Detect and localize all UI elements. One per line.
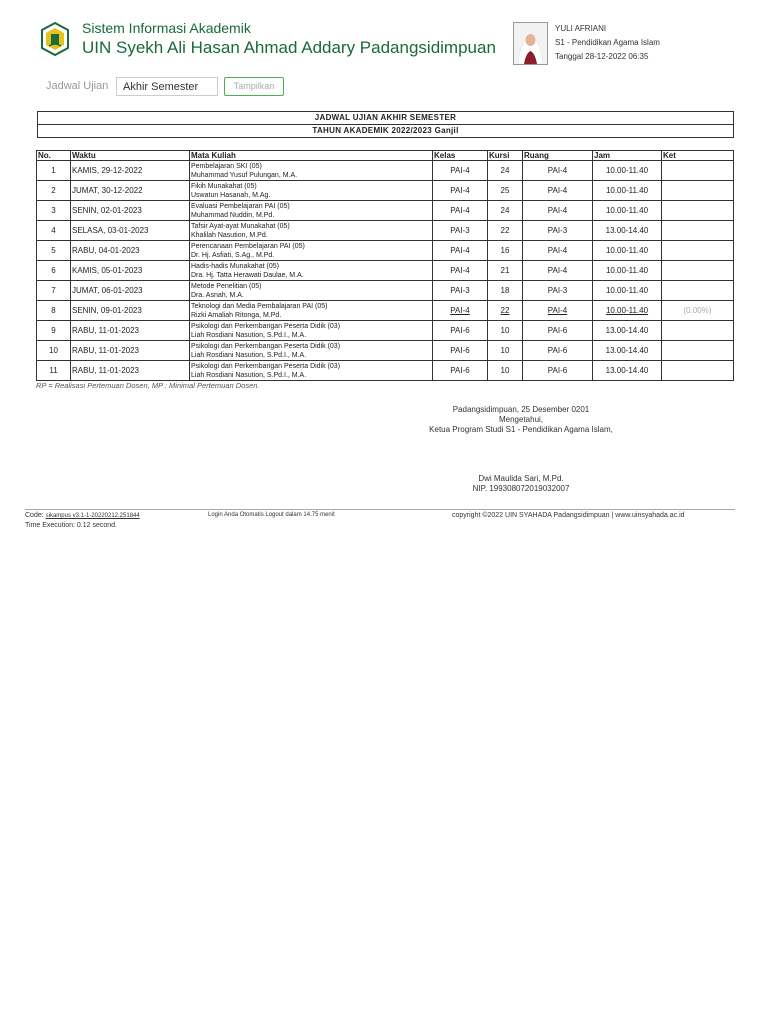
- cell-kursi: 10: [488, 361, 523, 381]
- cell-ket: [662, 361, 734, 381]
- table-row: [37, 241, 734, 261]
- signature-place-date: Padangsidimpuan, 25 Desember 0201: [452, 405, 590, 414]
- cell-ket: [662, 221, 734, 241]
- cell-no: 3: [37, 201, 71, 221]
- footer-code-label: Code:: [25, 512, 44, 519]
- show-button[interactable]: Tampilkan: [224, 77, 284, 96]
- course-name: Evaluasi Pembelajaran PAI (05): [191, 202, 290, 210]
- table-row: [37, 341, 734, 361]
- course-name: Teknologi dan Media Pembalajaran PAI (05): [191, 302, 328, 310]
- cell-waktu: RABU, 11-01-2023: [71, 341, 190, 361]
- user-program: S1 - Pendidikan Agama Islam: [555, 38, 660, 47]
- cell-jam: 13.00-14.40: [593, 361, 662, 381]
- cell-kelas: PAI-6: [433, 341, 488, 361]
- lecturer-name: Liah Rosdiani Nasution, S.Pd.I., M.A.: [191, 331, 307, 339]
- cell-no: 11: [37, 361, 71, 381]
- cell-no: 8: [37, 301, 71, 321]
- cell-mata-kuliah: [190, 181, 433, 201]
- footer-code: [25, 512, 140, 519]
- signature-nip: NIP. 199308072019032007: [472, 484, 570, 493]
- cell-ket: [662, 181, 734, 201]
- cell-ruang: PAI-3: [523, 221, 593, 241]
- cell-kursi: 21: [488, 261, 523, 281]
- table-row: [37, 181, 734, 201]
- cell-kelas: PAI-4: [433, 181, 488, 201]
- lecturer-name: Uswatun Hasanah, M.Ag.: [191, 191, 271, 199]
- cell-kursi: 24: [488, 161, 523, 181]
- footer-divider: [25, 509, 735, 510]
- cell-waktu: RABU, 04-01-2023: [71, 241, 190, 261]
- university-logo-icon[interactable]: [40, 22, 70, 56]
- col-header-kursi: Kursi: [488, 151, 523, 161]
- user-info: [555, 22, 660, 64]
- user-avatar: [513, 22, 548, 65]
- cell-mata-kuliah: [190, 301, 433, 321]
- cell-ket: (0.00%): [662, 301, 734, 321]
- course-name: Hadis-hadis Munakahat (05): [191, 262, 279, 270]
- cell-ket: [662, 321, 734, 341]
- app-title[interactable]: UIN Syekh Ali Hasan Ahmad Addary Padangsidimpuan: [82, 38, 496, 57]
- cell-mata-kuliah: [190, 341, 433, 361]
- cell-ruang: PAI-6: [523, 341, 593, 361]
- course-name: Pembelajaran SKI (05): [191, 162, 262, 170]
- cell-waktu: SENIN, 09-01-2023: [71, 301, 190, 321]
- cell-no: 6: [37, 261, 71, 281]
- cell-mata-kuliah: [190, 201, 433, 221]
- kursi-link[interactable]: 22: [500, 306, 510, 315]
- cell-ruang: PAI-3: [523, 281, 593, 301]
- cell-no: 7: [37, 281, 71, 301]
- signature-know: Mengetahui,: [498, 415, 544, 424]
- cell-jam: 10.00-11.40: [593, 161, 662, 181]
- cell-ruang: PAI-6: [523, 321, 593, 341]
- cell-mata-kuliah: [190, 241, 433, 261]
- course-name: Perencanaan Pembelajaran PAI (05): [191, 242, 305, 250]
- ruang-link[interactable]: PAI-4: [547, 306, 568, 315]
- lecturer-name: Rizki Amaliah Ritonga, M.Pd.: [191, 311, 282, 319]
- lecturer-name: Liah Rosdiani Nasution, S.Pd.I., M.A.: [191, 351, 307, 359]
- cell-mata-kuliah: [190, 261, 433, 281]
- footer-code-value: sikampus v3.1-1-20220212.251844: [45, 513, 140, 519]
- cell-kursi: 22: [488, 221, 523, 241]
- cell-ket: [662, 201, 734, 221]
- cell-kursi: 16: [488, 241, 523, 261]
- cell-waktu: SENIN, 02-01-2023: [71, 201, 190, 221]
- cell-no: 2: [37, 181, 71, 201]
- footer-time-execution: Time Execution: 0.12 second.: [25, 522, 117, 529]
- user-name: YULI AFRIANI: [555, 24, 607, 33]
- cell-mata-kuliah: [190, 361, 433, 381]
- lecturer-name: Muhammad Nuddin, M.Pd.: [191, 211, 275, 219]
- lecturer-name: Dra. Asnah, M.A.: [191, 291, 244, 299]
- cell-mata-kuliah: [190, 221, 433, 241]
- col-header-jam: Jam: [593, 151, 662, 161]
- cell-ruang: PAI-4: [523, 201, 593, 221]
- table-row: [37, 301, 734, 321]
- cell-ruang: [523, 301, 593, 321]
- user-date: Tanggal 28-12-2022 06:35: [555, 52, 649, 61]
- cell-no: 9: [37, 321, 71, 341]
- table-legend: RP = Realisasi Pertemuan Dosen, MP : Minimal Pertemuan Dosen.: [36, 381, 260, 390]
- signature-block: [396, 405, 646, 435]
- table-header-row: [37, 151, 734, 161]
- col-header-waktu: Waktu: [71, 151, 190, 161]
- table-row: [37, 321, 734, 341]
- col-header-ket: Ket: [662, 151, 734, 161]
- cell-waktu: SELASA, 03-01-2023: [71, 221, 190, 241]
- course-name: Fikih Munakahat (05): [191, 182, 257, 190]
- lecturer-name: Khalilah Nasution, M.Pd.: [191, 231, 268, 239]
- cell-ket: [662, 161, 734, 181]
- signature-name-block: [396, 474, 646, 494]
- cell-ket: [662, 281, 734, 301]
- table-row: [37, 201, 734, 221]
- cell-waktu: RABU, 11-01-2023: [71, 321, 190, 341]
- cell-mata-kuliah: [190, 281, 433, 301]
- exam-type-select[interactable]: Akhir Semester: [116, 77, 218, 96]
- cell-ruang: PAI-4: [523, 241, 593, 261]
- col-header-mata-kuliah: Mata Kuliah: [190, 151, 433, 161]
- cell-no: 5: [37, 241, 71, 261]
- course-name: Psikologi dan Perkembangan Peserta Didik (03): [191, 362, 341, 370]
- cell-ruang: PAI-4: [523, 181, 593, 201]
- table-row: [37, 221, 734, 241]
- cell-jam: 10.00-11.40: [593, 181, 662, 201]
- signature-name: Dwi Maulida Sari, M.Pd.: [478, 474, 564, 483]
- cell-kelas: PAI-4: [433, 261, 488, 281]
- page-header: [40, 18, 740, 68]
- signature-role: Ketua Program Studi S1 - Pendidikan Agama Islam,: [429, 425, 613, 434]
- col-header-kelas: Kelas: [433, 151, 488, 161]
- report-title: JADWAL UJIAN AKHIR SEMESTER: [314, 113, 457, 122]
- cell-kelas: PAI-6: [433, 361, 488, 381]
- cell-waktu: RABU, 11-01-2023: [71, 361, 190, 381]
- cell-waktu: KAMIS, 05-01-2023: [71, 261, 190, 281]
- table-row: [37, 281, 734, 301]
- cell-jam: 10.00-11.40: [593, 201, 662, 221]
- cell-kelas: PAI-3: [433, 281, 488, 301]
- report-subtitle: TAHUN AKADEMIK 2022/2023 Ganjil: [38, 124, 733, 137]
- cell-jam: [593, 301, 662, 321]
- cell-no: 1: [37, 161, 71, 181]
- cell-kelas: [433, 301, 488, 321]
- col-header-no: No.: [37, 151, 71, 161]
- course-name: Psikologi dan Perkembangan Peserta Didik (03): [191, 342, 341, 350]
- cell-kursi: 10: [488, 341, 523, 361]
- cell-mata-kuliah: [190, 161, 433, 181]
- cell-kelas: PAI-4: [433, 201, 488, 221]
- cell-waktu: JUMAT, 06-01-2023: [71, 281, 190, 301]
- cell-ket: [662, 261, 734, 281]
- cell-jam: 10.00-11.40: [593, 241, 662, 261]
- cell-no: 10: [37, 341, 71, 361]
- cell-kursi: 25: [488, 181, 523, 201]
- table-row: [37, 361, 734, 381]
- cell-kursi: 18: [488, 281, 523, 301]
- lecturer-name: Muhammad Yusuf Pulungan, M.A.: [191, 171, 298, 179]
- cell-kelas: PAI-4: [433, 161, 488, 181]
- cell-jam: 10.00-11.40: [593, 261, 662, 281]
- cell-ket: [662, 341, 734, 361]
- cell-kelas: PAI-4: [433, 241, 488, 261]
- filter-label: Jadwal Ujian: [46, 80, 109, 92]
- cell-ruang: PAI-4: [523, 161, 593, 181]
- cell-kursi: 10: [488, 321, 523, 341]
- cell-kelas: PAI-6: [433, 321, 488, 341]
- course-name: Metode Penelitian (05): [191, 282, 262, 290]
- table-row: [37, 261, 734, 281]
- report-title-box: [37, 111, 734, 138]
- cell-ruang: PAI-4: [523, 261, 593, 281]
- lecturer-name: Liah Rosdiani Nasution, S.Pd.I., M.A.: [191, 371, 307, 379]
- cell-kursi: [488, 301, 523, 321]
- course-name: Tafsir Ayat-ayat Munakahat (05): [191, 222, 290, 230]
- cell-waktu: KAMIS, 29-12-2022: [71, 161, 190, 181]
- table-row: [37, 161, 734, 181]
- exam-schedule-table: [36, 150, 734, 381]
- cell-jam: 13.00-14.40: [593, 221, 662, 241]
- kelas-link[interactable]: PAI-4: [450, 306, 470, 315]
- cell-no: 4: [37, 221, 71, 241]
- cell-jam: 10.00-11.40: [593, 281, 662, 301]
- footer-copyright[interactable]: copyright ©2022 UIN SYAHADA Padangsidimpuan | www.uinsyahada.ac.id: [452, 512, 685, 519]
- jam-link[interactable]: 10.00-11.40: [605, 306, 649, 315]
- app-subtitle: Sistem Informasi Akademik: [82, 20, 251, 36]
- cell-kelas: PAI-3: [433, 221, 488, 241]
- col-header-ruang: Ruang: [523, 151, 593, 161]
- footer-logout-notice: Login Anda Otomatis Logout dalam 14.75 menit: [208, 512, 335, 518]
- course-name: Psikologi dan Perkembangan Peserta Didik (03): [191, 322, 341, 330]
- cell-mata-kuliah: [190, 321, 433, 341]
- cell-jam: 13.00-14.40: [593, 341, 662, 361]
- lecturer-name: Dr. Hj. Asfiati, S.Ag., M.Pd.: [191, 251, 275, 259]
- cell-ruang: PAI-6: [523, 361, 593, 381]
- cell-kursi: 24: [488, 201, 523, 221]
- cell-waktu: JUMAT, 30-12-2022: [71, 181, 190, 201]
- cell-jam: 13.00-14.40: [593, 321, 662, 341]
- cell-ket: [662, 241, 734, 261]
- lecturer-name: Dra. Hj. Tatta Herawati Daulae, M.A.: [191, 271, 304, 279]
